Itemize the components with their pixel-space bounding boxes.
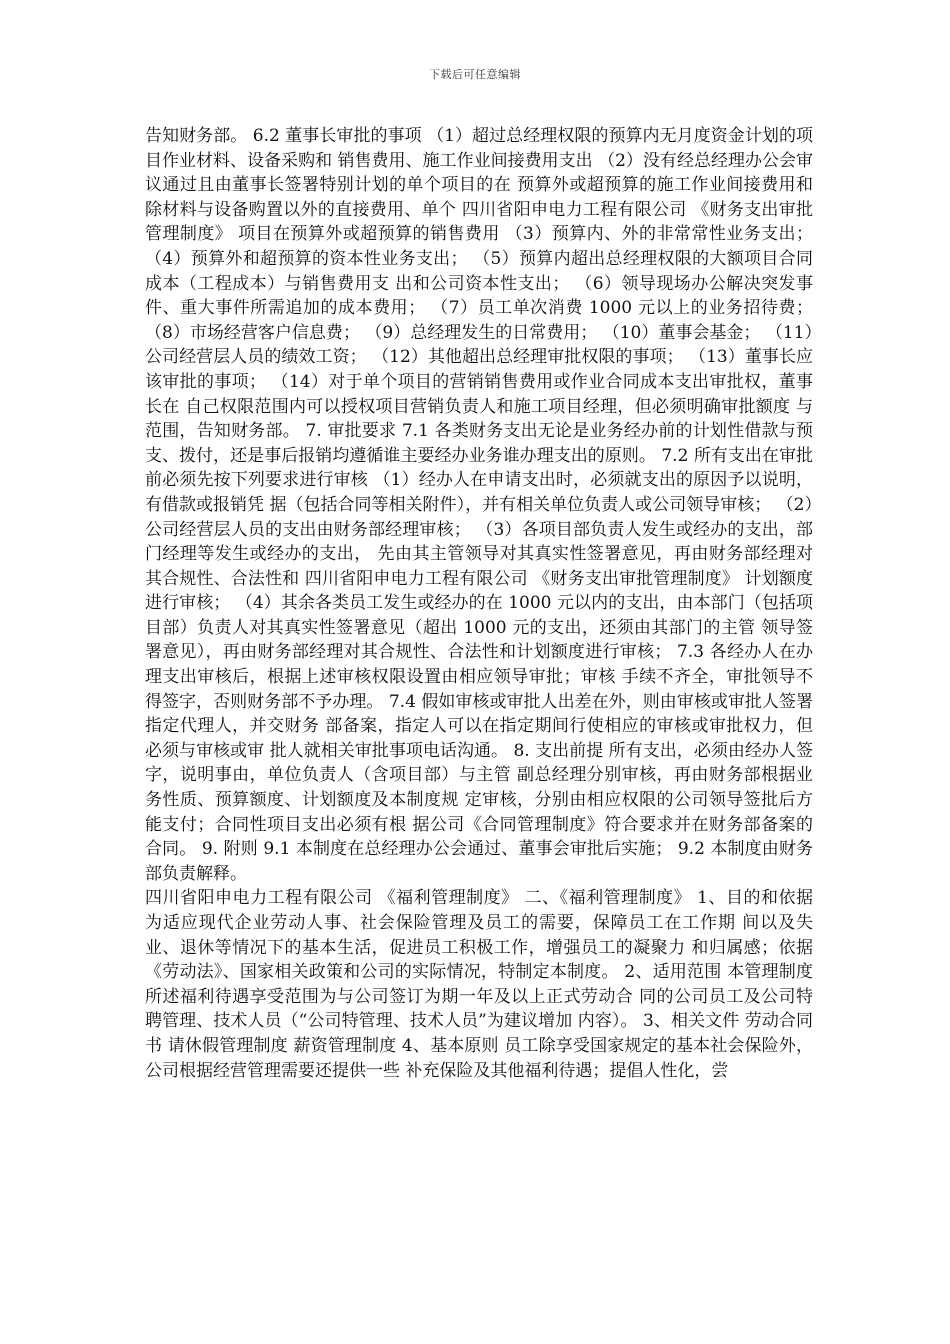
document-body	[145, 124, 813, 1334]
paragraph-welfare-policy: 四川省阳申电力工程有限公司 《福利管理制度》 二、《福利管理制度》 1、目的和依据 为适应现代企业劳动人事、社会保险管理及员工的需要，保障员工在工作期 间以及失业、退休等情况下的基本生活，促进员工积极工作，增强员工的凝聚力 和归属感；依据《劳动法》、国家相关政策和公司的实际情况，特制定本制度。 2、适用范围 本管理制度所述福利待遇享受范围为与公司签订为期一年及以上正式劳动合 同的公司员工及公司特聘管理、技术人员（“公司特管理、技术人员”为建议增加 内容）。 3、相关文件 劳动合同书 请休假管理制度 薪资管理制度 4、基本原则 员工除享受国家规定的基本社会保险外，公司根据经营管理需要还提供一些 补充保险及其他福利待遇；提倡人性化，尝	[145, 888, 813, 1081]
paragraph-financial-approval: 告知财务部。 6.2 董事长审批的事项 （1）超过总经理权限的预算内无月度资金计划的项目作业材料、设备采购和 销售费用、施工作业间接费用支出 （2）没有经总经理办公会审议通过且由董事长签署特别计划的单个项目的在 预算外或超预算的施工作业间接费用和除材料与设备购置以外的直接费用、单个 四川省阳申电力工程有限公司 《财务支出审批管理制度》 项目在预算外或超预算的销售费用 （3）预算内、外的非常常性业务支出； （4）预算外和超预算的资本性业务支出； （5）预算内超出总经理权限的大额项目合同成本（工程成本）与销售费用支 出和公司资本性支出； （6）领导现场办公解决突发事件、重大事件所需追加的成本费用； （7）员工单次消费 1000 元以上的业务招待费； （8）市场经营客户信息费； （9）总经理发生的日常费用； （10）董事会基金； （11）公司经营层人员的绩效工资； （12）其他超出总经理审批权限的事项； （13）董事长应该审批的事项； （14）对于单个项目的营销销售费用或作业合同成本支出审批权，董事长在 自己权限范围内可以授权项目营销负责人和施工项目经理，但必须明确审批额度 与范围，告知财务部。 7. 审批要求 7.1 各类财务支出无论是业务经办前的计划性借款与预支、拨付，还是事后报销均遵循谁主要经办业务谁办理支出的原则。 7.2 所有支出在审批前必须先按下列要求进行审核 （1）经办人在申请支出时，必须就支出的原因予以说明，有借款或报销凭 据（包括合同等相关附件），并有相关单位负责人或公司领导审核； （2）公司经营层人员的支出由财务部经理审核； （3）各项目部负责人发生或经办的支出，部门经理等发生或经办的支出， 先由其主管领导对其真实性签署意见，再由财务部经理对其合规性、合法性和 四川省阳申电力工程有限公司 《财务支出审批管理制度》 计划额度进行审核； （4）其余各类员工发生或经办的在 1000 元以内的支出，由本部门（包括项 目部）负责人对其真实性签署意见（超出 1000 元的支出，还须由其部门的主管 领导签署意见），再由财务部经理对其合规性、合法性和计划额度进行审核； 7.3 各经办人在办理支出审核后，根据上述审核权限设置由相应领导审批；审核 手续不齐全，审批领导不得签字，否则财务部不予办理。 7.4 假如审核或审批人出差在外，则由审核或审批人签署指定代理人，并交财务 部备案，指定人可以在指定期间行使相应的审核或审批权力，但必须与审核或审 批人就相关审批事项电话沟通。 8. 支出前提 所有支出，必须由经办人签字，说明事由，单位负责人（含项目部）与主管 副总经理分别审核，再由财务部根据业务性质、预算额度、计划额度及本制度规 定审核，分别由相应权限的公司领导签批后方能支付；合同性项目支出必须有根 据公司《合同管理制度》符合要求并在财务部备案的合同。 9. 附则 9.1 本制度在总经理办公会通过、董事会审批后实施； 9.2 本制度由财务部负责解释。	[145, 126, 813, 884]
page-header: 下载后可任意编辑	[429, 68, 521, 81]
